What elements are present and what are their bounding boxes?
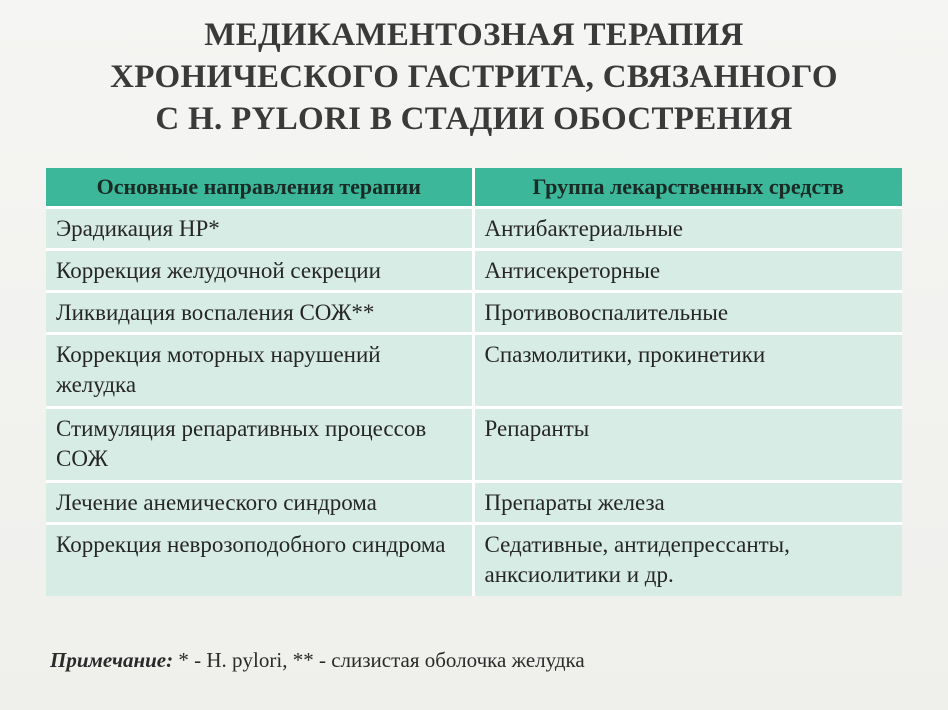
group-cell: Антибактериальные	[473, 208, 902, 250]
group-cell: Противовоспалительные	[473, 292, 902, 334]
group-cell: Препараты железа	[473, 482, 902, 524]
direction-cell: Эрадикация НР*	[46, 208, 473, 250]
direction-cell: Коррекция неврозоподобного синдрома	[46, 524, 473, 597]
direction-cell: Лечение анемического синдрома	[46, 482, 473, 524]
group-cell: Седативные, антидепрессанты, анксиолитики и др.	[473, 524, 902, 597]
title-line-2: ХРОНИЧЕСКОГО ГАСТРИТА, СВЯЗАННОГО	[110, 59, 838, 95]
table-row	[46, 524, 902, 597]
title-line-3: С H. PYLORI В СТАДИИ ОБОСТРЕНИЯ	[155, 101, 793, 137]
table-row	[46, 208, 902, 250]
group-cell: Спазмолитики, прокинетики	[473, 334, 902, 408]
direction-cell: Ликвидация воспаления СОЖ**	[46, 292, 473, 334]
table-row	[46, 292, 902, 334]
group-cell: Антисекреторные	[473, 250, 902, 292]
footnote-label: Примечание:	[50, 648, 174, 672]
table-row	[46, 334, 902, 408]
direction-cell: Коррекция желудочной секреции	[46, 250, 473, 292]
footnote-text: * - H. pylori, ** - слизистая оболочка желудка	[173, 648, 585, 672]
therapy-table	[46, 168, 902, 596]
table-row	[46, 482, 902, 524]
footnote	[50, 648, 585, 673]
table-row	[46, 408, 902, 482]
table-header-row	[46, 168, 902, 208]
direction-cell: Коррекция моторных нарушений желудка	[46, 334, 473, 408]
title-line-1: МЕДИКАМЕНТОЗНАЯ ТЕРАПИЯ	[204, 17, 744, 53]
header-drug-groups: Группа лекарственных средств	[473, 168, 902, 208]
header-directions: Основные направления терапии	[46, 168, 473, 208]
page-title	[0, 14, 948, 140]
group-cell: Репаранты	[473, 408, 902, 482]
direction-cell: Стимуляция репаративных процессов СОЖ	[46, 408, 473, 482]
table-row	[46, 250, 902, 292]
